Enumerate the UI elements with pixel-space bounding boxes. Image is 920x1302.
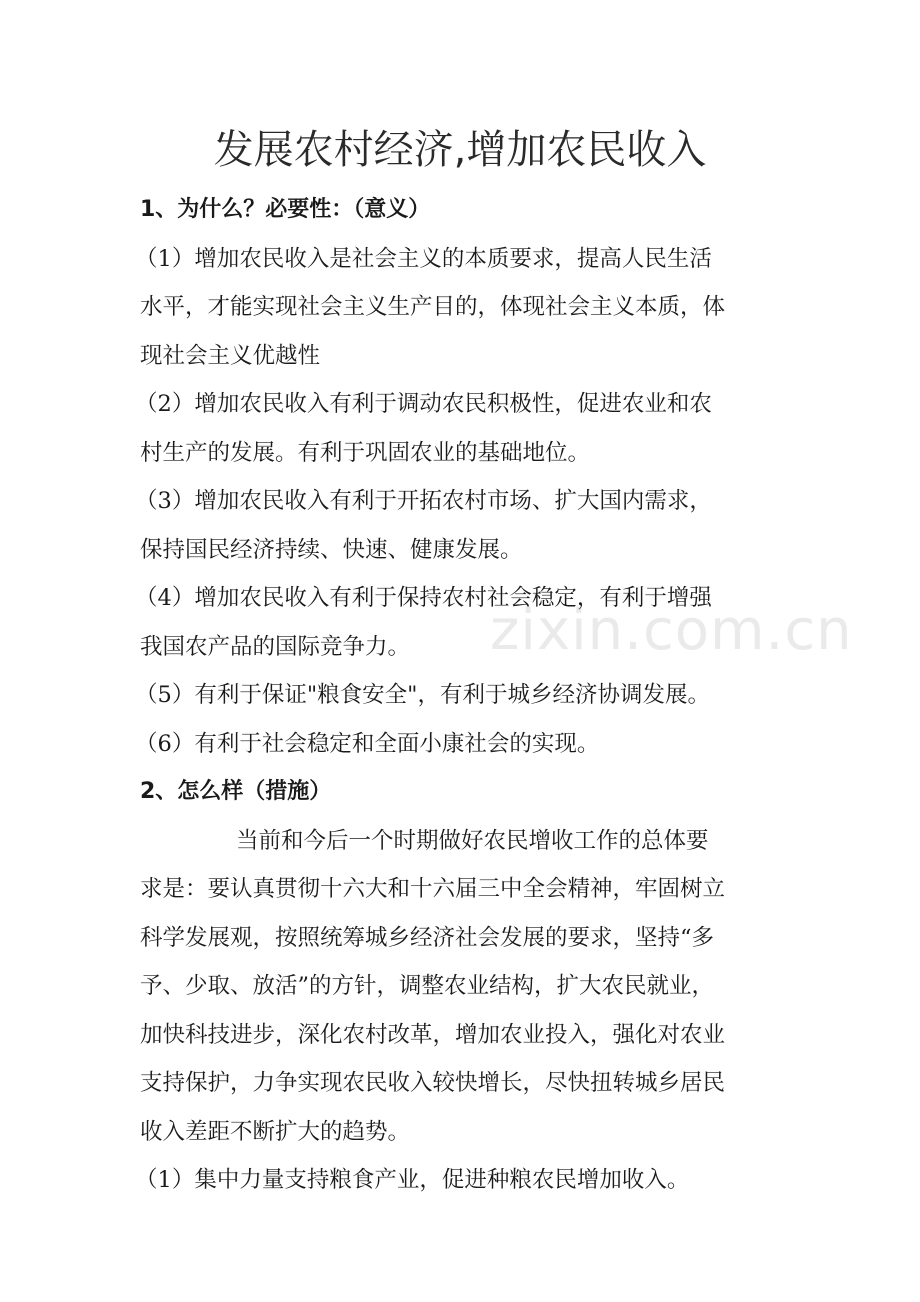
paragraph-line: 村生产的发展。有利于巩固农业的基础地位。 bbox=[140, 439, 591, 466]
document-title: 发展农村经济,增加农民收入 bbox=[213, 127, 707, 173]
paragraph-line: 支持保护，力争实现农民收入较快增长，尽快扭转城乡居民 bbox=[140, 1070, 726, 1096]
paragraph-line: 科学发展观，按照统筹城乡经济社会发展的要求，坚持“多 bbox=[140, 924, 715, 951]
paragraph-line: 加快科技进步，深化农村改革，增加农业投入，强化对农业 bbox=[140, 1021, 726, 1048]
paragraph-line: 当前和今后一个时期做好农民增收工作的总体要 bbox=[236, 827, 709, 854]
paragraph-line: 现社会主义优越性 bbox=[140, 342, 321, 369]
document-body bbox=[135, 186, 785, 1205]
paragraph-line: （5）有利于保证"粮食安全"，有利于城乡经济协调发展。 bbox=[135, 682, 711, 708]
section-heading-how: 2、怎么样（措施） bbox=[140, 779, 332, 804]
paragraph-line: 我国农产品的国际竞争力。 bbox=[140, 633, 411, 660]
section-heading-why: 1、为什么？必要性：（意义） bbox=[140, 197, 431, 222]
paragraph-line: 保持国民经济持续、快速、健康发展。 bbox=[140, 536, 523, 563]
paragraph-line: 求是：要认真贯彻十六大和十六届三中全会精神，牢固树立 bbox=[140, 876, 726, 902]
paragraph-line: （3）增加农民收入有利于开拓农村市场、扩大国内需求， bbox=[135, 488, 712, 514]
paragraph-line: 予、少取、放活”的方针，调整农业结构，扩大农民就业， bbox=[140, 973, 715, 999]
paragraph-line: （6）有利于社会稳定和全面小康社会的实现。 bbox=[135, 730, 600, 757]
paragraph-line: （4）增加农民收入有利于保持农村社会稳定，有利于增强 bbox=[135, 585, 712, 611]
paragraph-line: （1）集中力量支持粮食产业，促进种粮农民增加收入。 bbox=[135, 1167, 690, 1193]
paragraph-line: 水平，才能实现社会主义生产目的，体现社会主义本质，体 bbox=[140, 294, 726, 320]
paragraph-line: （2）增加农民收入有利于调动农民积极性，促进农业和农 bbox=[135, 391, 712, 417]
paragraph-line: （1）增加农民收入是社会主义的本质要求，提高人民生活 bbox=[135, 245, 712, 272]
paragraph-line: 收入差距不断扩大的趋势。 bbox=[140, 1118, 411, 1145]
watermark: zixin.com.cn bbox=[490, 598, 853, 663]
